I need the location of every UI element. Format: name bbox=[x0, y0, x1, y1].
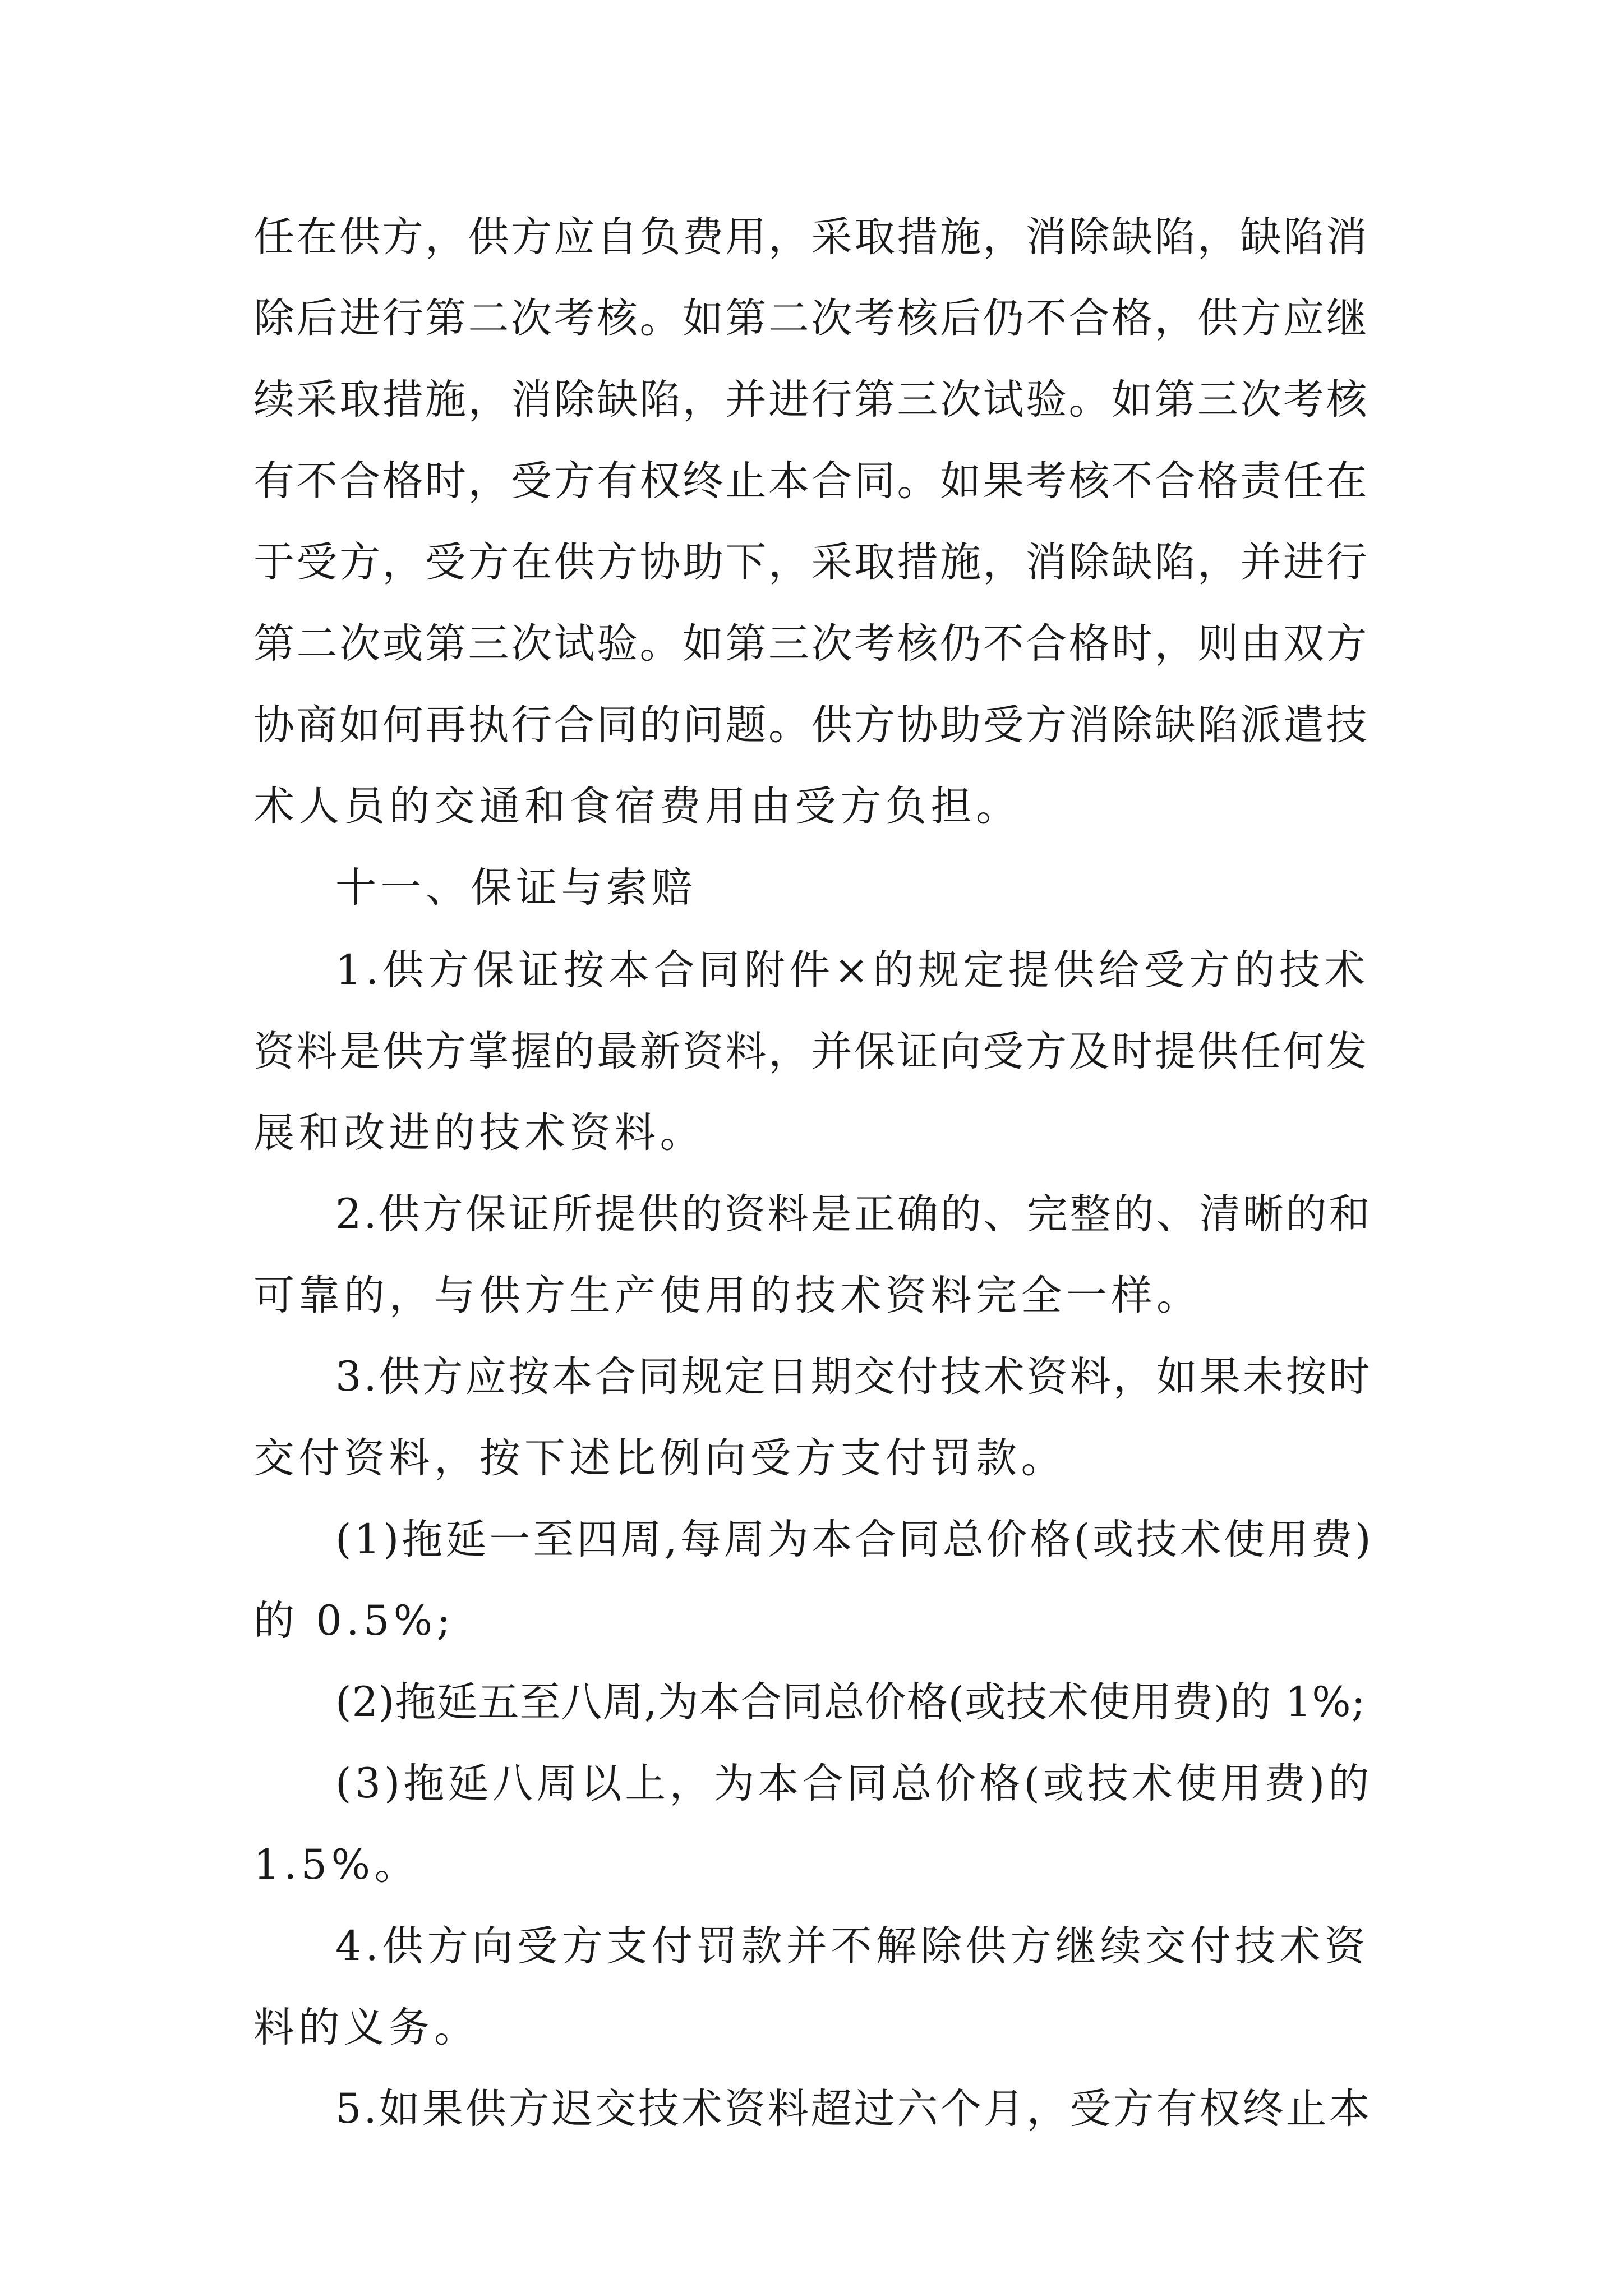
text-line: 可靠的，与供方生产使用的技术资料完全一样。 bbox=[253, 1272, 1202, 1319]
text-line: 资料是供方掌握的最新资料，并保证向受方及时提供任何发 bbox=[253, 1028, 1369, 1075]
text-line: 交付资料，按下述比例向受方支付罚款。 bbox=[253, 1434, 1066, 1482]
text-line: 展和改进的技术资料。 bbox=[253, 1109, 705, 1157]
text-line: 1.供方保证按本合同附件×的规定提供给受方的技术 bbox=[335, 946, 1370, 994]
text-line: 1.5%。 bbox=[253, 1841, 419, 1889]
text-line: 任在供方，供方应自负费用，采取措施，消除缺陷，缺陷消 bbox=[253, 213, 1369, 261]
text-line: 3.供方应按本合同规定日期交付技术资料，如果未按时 bbox=[335, 1353, 1372, 1401]
text-line: 4.供方向受方支付罚款并不解除供方继续交付技术资 bbox=[335, 1922, 1370, 1970]
text-line: 术人员的交通和食宿费用由受方负担。 bbox=[253, 783, 1021, 830]
text-line: 5.如果供方迟交技术资料超过六个月，受方有权终止本 bbox=[335, 2085, 1372, 2133]
text-line: 2.供方保证所提供的资料是正确的、完整的、清晰的和 bbox=[335, 1190, 1372, 1238]
text-line: 协商如何再执行合同的问题。供方协助受方消除缺陷派遣技 bbox=[253, 701, 1369, 749]
text-line: 第二次或第三次试验。如第三次考核仍不合格时，则由双方 bbox=[253, 620, 1369, 668]
text-line: 于受方，受方在供方协助下，采取措施，消除缺陷，并进行 bbox=[253, 539, 1369, 586]
section-heading: 十一、保证与索赔 bbox=[335, 864, 697, 912]
text-line: 有不合格时，受方有权终止本合同。如果考核不合格责任在 bbox=[253, 457, 1369, 505]
text-line: (3)拖延八周以上，为本合同总价格(或技术使用费)的 bbox=[335, 1760, 1373, 1807]
text-line: 料的义务。 bbox=[253, 2004, 479, 2051]
text-line: 续采取措施，消除缺陷，并进行第三次试验。如第三次考核 bbox=[253, 376, 1369, 424]
text-line: 的 0.5%; bbox=[253, 1597, 455, 1645]
text-line: (2)拖延五至八周,为本合同总价格(或技术使用费)的 1%; bbox=[335, 1678, 1366, 1726]
text-line: (1)拖延一至四周,每周为本合同总价格(或技术使用费) bbox=[335, 1516, 1374, 1563]
text-line: 除后进行第二次考核。如第二次考核后仍不合格，供方应继 bbox=[253, 295, 1369, 342]
